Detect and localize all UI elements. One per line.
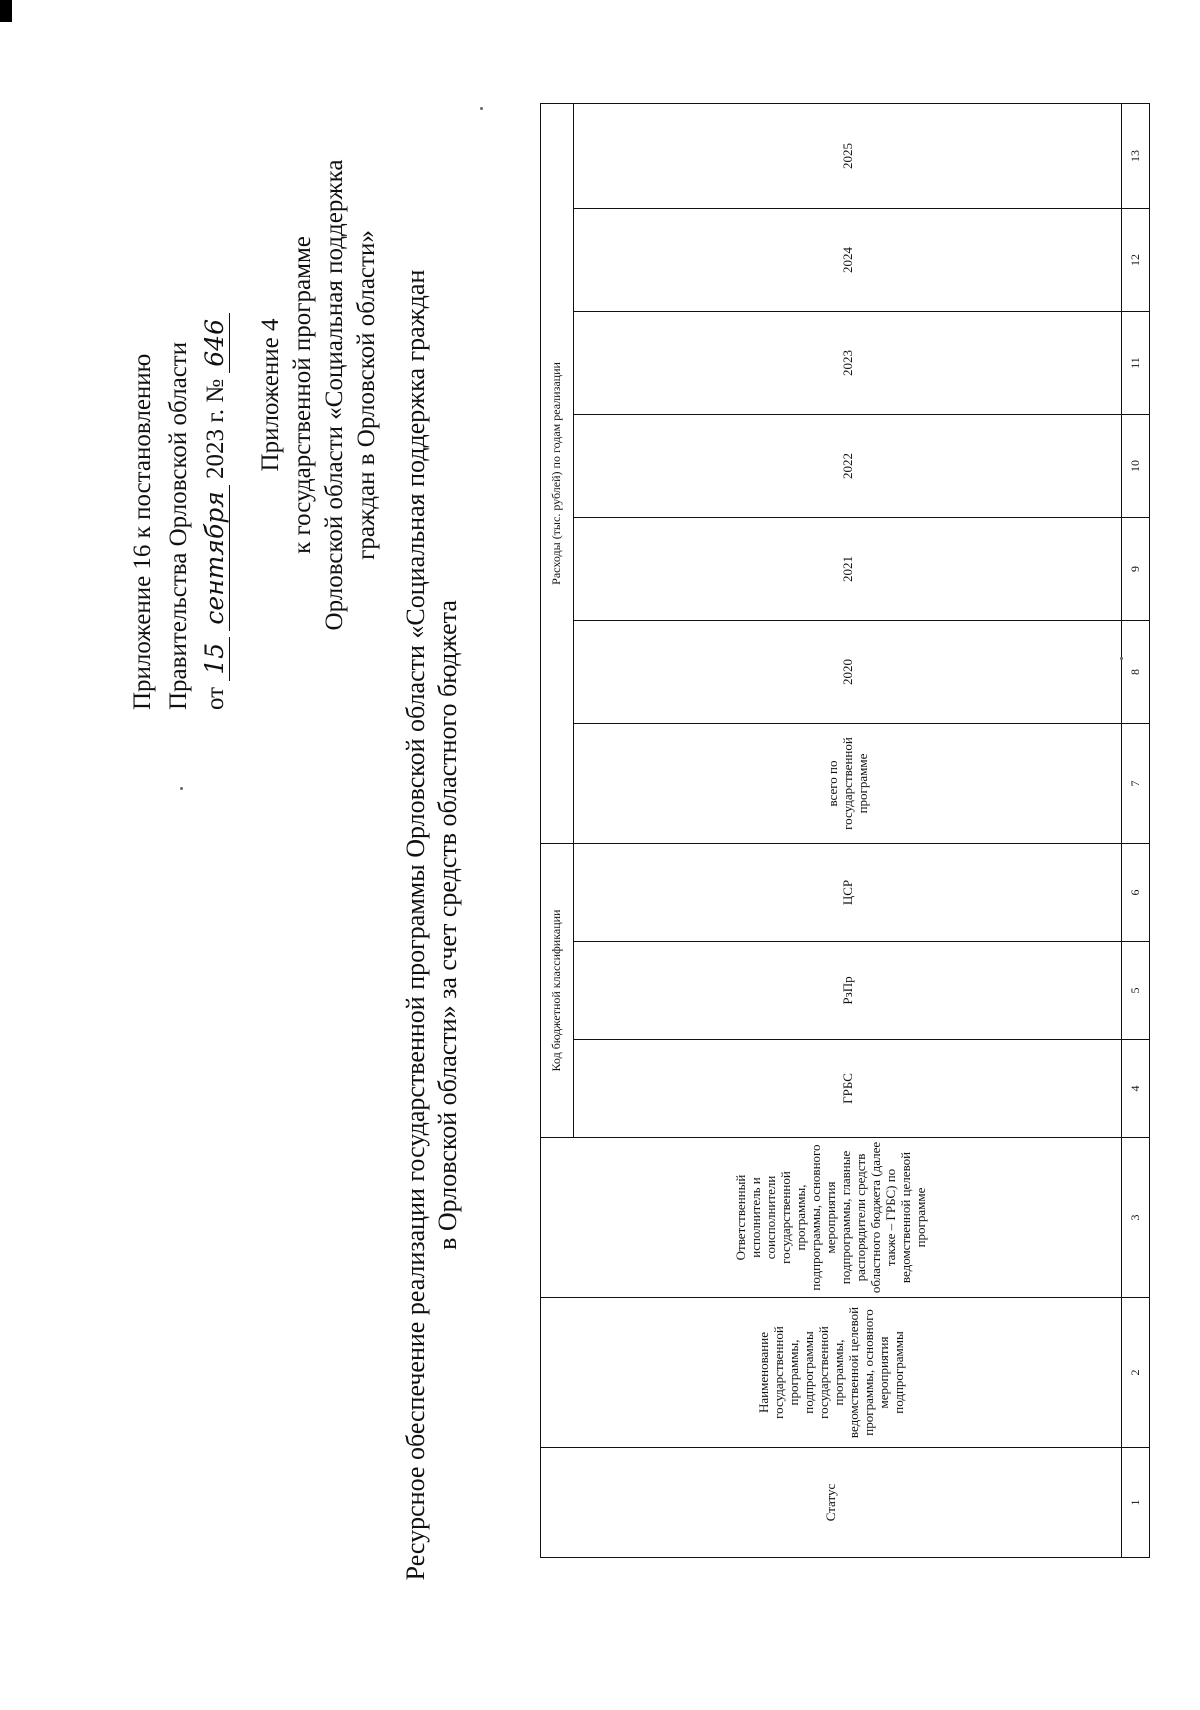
column-number: 13 xyxy=(1121,103,1149,208)
date-prefix: от xyxy=(202,686,229,710)
header-grbs: ГРБС xyxy=(573,1040,1121,1138)
column-number: 12 xyxy=(1121,209,1149,312)
scan-speck xyxy=(1120,657,1123,660)
handwritten-decree-number: 646 xyxy=(200,313,230,373)
column-number: 1 xyxy=(1121,1448,1149,1558)
approval-block xyxy=(125,170,234,710)
column-number: 2 xyxy=(1121,1298,1149,1448)
handwritten-date-month: сентября xyxy=(200,485,230,630)
column-number: 10 xyxy=(1121,415,1149,518)
appendix-line-1: Приложение 4 xyxy=(257,318,284,472)
handwritten-date-day: 15 xyxy=(200,637,230,681)
resource-table xyxy=(540,103,1150,1558)
header-rzpr: РзПр xyxy=(573,942,1121,1040)
header-executor: Ответственный исполнитель и соисполнители государственной программы, подпрограммы, основного мероприятия подпрограммы, главные распорядители средств областного бюджета (далее также – ГРБС) по ведомственной целевой программе xyxy=(541,1138,1122,1298)
header-status: Статус xyxy=(541,1448,1122,1558)
header-program-name: Наименование государственной программы, подпрограммы государственной программы, ведомственной целевой программы, основного мероприятия подпрограммы xyxy=(541,1298,1122,1448)
header-year-2023: 2023 xyxy=(573,312,1121,415)
title-line-1: Ресурсное обеспечение реализации государственной программы Орловской области «Социальная поддержка граждан xyxy=(401,269,430,1581)
column-number: 7 xyxy=(1121,724,1149,844)
header-csr: ЦСР xyxy=(573,844,1121,942)
column-number: 8 xyxy=(1121,621,1149,724)
column-number: 3 xyxy=(1121,1138,1149,1298)
approval-line-2: Правительства Орловской области xyxy=(165,341,192,710)
column-number: 9 xyxy=(1121,518,1149,621)
column-number: 6 xyxy=(1121,844,1149,942)
header-total: всего по государственной программе xyxy=(573,724,1121,844)
header-year-2021: 2021 xyxy=(573,518,1121,621)
header-year-2024: 2024 xyxy=(573,209,1121,312)
scan-speck xyxy=(180,787,183,790)
header-year-2020: 2020 xyxy=(573,621,1121,724)
header-year-2025: 2025 xyxy=(573,103,1121,208)
header-budget-code-group: Код бюджетной классификации xyxy=(541,844,574,1138)
document-title xyxy=(400,240,464,1610)
approval-line-1: Приложение 16 к постановлению xyxy=(129,353,156,710)
column-number: 4 xyxy=(1121,1040,1149,1138)
appendix-line-3: Орловской области «Социальная поддержка xyxy=(321,159,348,631)
header-expenses-group: Расходы (тыс. рублей) по годам реализации xyxy=(541,103,574,843)
approval-date-line xyxy=(197,170,234,710)
scan-corner-mark xyxy=(0,0,12,22)
scan-speck xyxy=(480,107,483,110)
appendix-line-4: граждан в Орловской области» xyxy=(353,230,380,560)
header-year-2022: 2022 xyxy=(573,415,1121,518)
date-number-label: г. № xyxy=(202,378,229,423)
column-number: 11 xyxy=(1121,312,1149,415)
date-year: 2023 xyxy=(202,428,229,479)
appendix-block xyxy=(255,125,383,665)
column-number: 5 xyxy=(1121,942,1149,1040)
appendix-line-2: к государственной программе xyxy=(289,236,316,554)
title-line-2: в Орловской области» за счет средств областного бюджета xyxy=(433,600,462,1250)
